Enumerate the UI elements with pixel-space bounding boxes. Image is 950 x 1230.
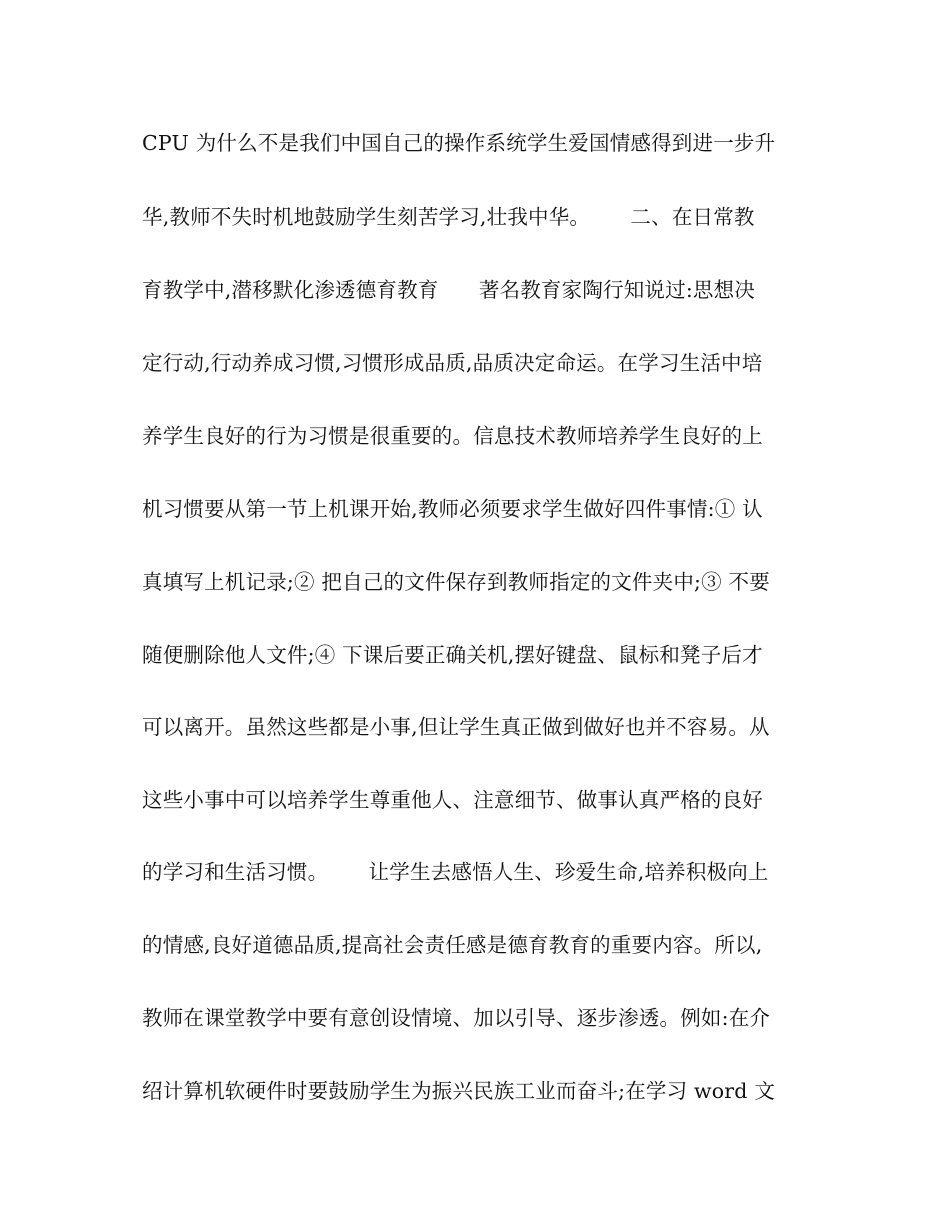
text-line: 绍计算机软硬件时要鼓励学生为振兴民族工业而奋斗;在学习 word 文	[142, 1079, 776, 1103]
text-line: 养学生良好的行为习惯是很重要的。信息技术教师培养学生良好的上	[142, 424, 763, 448]
text-line: CPU 为什么不是我们中国自己的操作系统学生爱国情感得到进一步升	[142, 131, 776, 155]
text-line: 定行动,行动养成习惯,习惯形成品质,品质决定命运。在学习生活中培	[142, 351, 763, 375]
text-line: 这些小事中可以培养学生尊重他人、注意细节、做事认真严格的良好	[142, 788, 763, 812]
text-line: 随便删除他人文件;④ 下课后要正确关机,摆好键盘、鼠标和凳子后才	[142, 643, 763, 667]
text-line: 真填写上机记录;② 把自己的文件保存到教师指定的文件夹中;③ 不要	[142, 570, 770, 594]
text-line: 可以离开。虽然这些都是小事,但让学生真正做到做好也并不容易。从	[142, 715, 770, 739]
text-line: 的学习和生活习惯。 让学生去感悟人生、珍爱生命,培养积极向上	[142, 860, 769, 884]
text-line: 的情感,良好道德品质,提高社会责任感是德育教育的重要内容。所以,	[142, 933, 763, 957]
text-line: 育教学中,潜移默化渗透德育教育 著名教育家陶行知说过:思想决	[142, 278, 756, 302]
text-line: 华,教师不失时机地鼓励学生刻苦学习,壮我中华。 二、在日常教	[142, 205, 755, 229]
text-line: 教师在课堂教学中要有意创设情境、加以引导、逐步渗透。例如:在介	[142, 1006, 771, 1030]
text-line: 机习惯要从第一节上机课开始,教师必须要求学生做好四件事情:① 认	[142, 497, 763, 521]
